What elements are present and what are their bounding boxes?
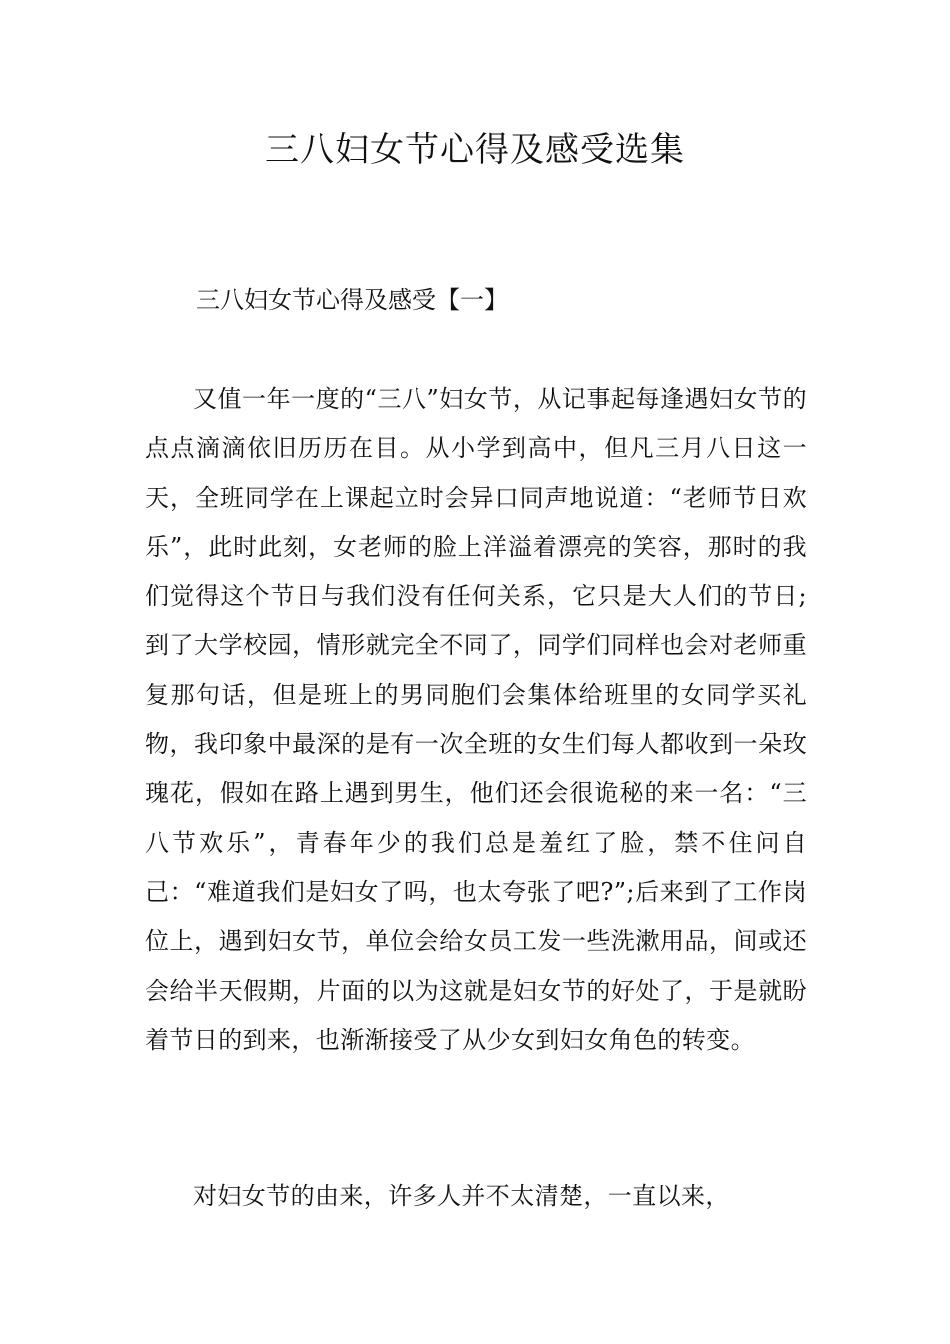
document-title: 三八妇女节心得及感受选集 — [265, 130, 685, 170]
body-paragraph-2: 对妇女节的由来，许多人并不太清楚，一直以来， — [193, 1182, 730, 1210]
body-paragraph-1: 又值一年一度的“三八”妇女节，从记事起每逢遇妇女节的点点滴滴依旧历历在目。从小学到高中，但凡三月八日这一天，全班同学在上课起立时会异口同声地说道：“老师节日欢乐”，此时此刻，女老师的脸上洋溢着漂亮的笑容，那时的我们觉得这个节日与我们没有任何关系，它只是大人们的节日;到了大学校园，情形就完全不同了，同学们同样也会对老师重复那句话，但是班上的男同胞们会集体给班里的女同学买礼物，我印象中最深的是有一次全班的女生们每人都收到一朵玫瑰花，假如在路上遇到男生，他们还会很诡秘的来一名：“三八节欢乐”，青春年少的我们总是羞红了脸，禁不住问自己：“难道我们是妇女了吗，也太夸张了吧?”;后来到了工作岗位上，遇到妇女节，单位会给女员工发一些洗漱用品，间或还会给半天假期，片面的以为这就是妇女节的好处了，于是就盼着节日的到来，也渐渐接受了从少女到妇女角色的转变。 — [145, 385, 807, 1054]
section-heading: 三八妇女节心得及感受【一】 — [196, 286, 508, 314]
